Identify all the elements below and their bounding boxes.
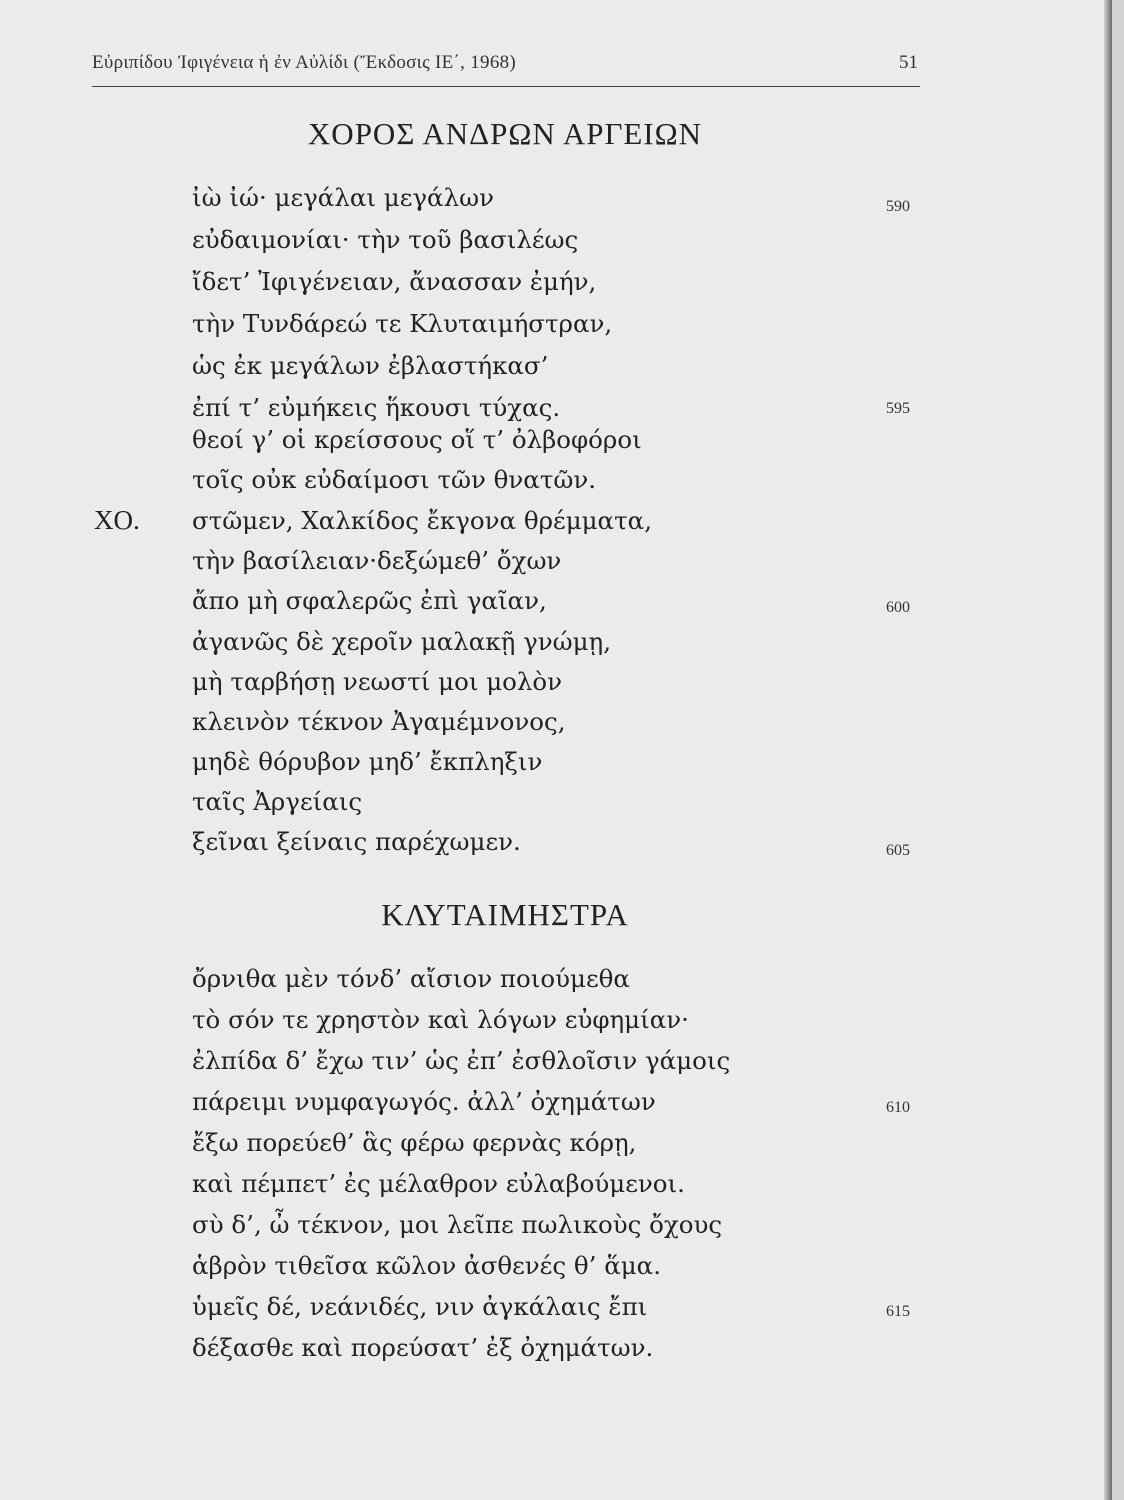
line-number: 600: [886, 599, 910, 616]
verse-line: εὐδαιμονίαι· τὴν τοῦ βασιλέως: [192, 225, 579, 254]
section-heading-chorus: ΧΟΡΟΣ ΑΝΔΡΩΝ ΑΡΓΕΙΩΝ: [307, 116, 703, 151]
line-number: 605: [886, 842, 910, 859]
line-number: 590: [886, 198, 910, 215]
verse-line: ἴδετ’ Ἰφιγένειαν, ἄνασσαν ἐμήν,: [192, 267, 597, 296]
verse-line: ταῖς Ἀργείαις: [192, 787, 363, 816]
verse-line: μὴ ταρβήσῃ νεωστί μοι μολὸν: [192, 667, 563, 696]
verse-line: τὴν βασίλειαν·δεξώμεθ’ ὄχων: [192, 546, 562, 575]
verse-line: ἔξω πορεύεθ’ ἃς φέρω φερνὰς κόρῃ,: [192, 1128, 637, 1157]
verse-line: τὸ σόν τε χρηστὸν καὶ λόγων εὐφημίαν·: [192, 1005, 689, 1034]
verse-line: καὶ πέμπετ’ ἐς μέλαθρον εὐλαβούμενοι.: [192, 1169, 685, 1198]
line-number: 610: [886, 1099, 910, 1116]
verse-line: τὴν Τυνδάρεώ τε Κλυταιμήστραν,: [192, 309, 613, 338]
verse-line: ἐλπίδα δ’ ἔχω τιν’ ὡς ἐπ’ ἐσθλοῖσιν γάμοις: [192, 1046, 731, 1075]
verse-line: ἁβρὸν τιθεῖσα κῶλον ἀσθενές θ’ ἅμα.: [192, 1251, 661, 1280]
verse-line: ἰὼ ἰώ· μεγάλαι μεγάλων: [192, 183, 495, 212]
section-heading-clytemnestra: ΚΛΥΤΑΙΜΗΣΤΡΑ: [381, 897, 629, 932]
verse-line: τοῖς οὐκ εὐδαίμοσι τῶν θνατῶν.: [192, 465, 597, 494]
running-header: [92, 50, 920, 87]
line-number: 595: [886, 400, 910, 417]
verse-line: δέξασθε καὶ πορεύσατ’ ἐξ ὀχημάτων.: [192, 1333, 654, 1362]
verse-line: πάρειμι νυμφαγωγός. ἀλλ’ ὀχημάτων: [192, 1087, 656, 1116]
verse-line: ὡς ἐκ μεγάλων ἐβλαστήκασ’: [192, 351, 549, 380]
verse-line: ὄρνιθα μὲν τόνδ’ αἴσιον ποιούμεθα: [192, 964, 630, 993]
verse-line: στῶμεν, Χαλκίδος ἔκγονα θρέμματα,: [192, 506, 652, 535]
verse-line: μηδὲ θόρυβον μηδ’ ἔκπληξιν: [192, 747, 543, 776]
verse-line: ὑμεῖς δέ, νεάνιδές, νιν ἀγκάλαις ἔπι: [192, 1292, 648, 1321]
verse-line: ἄπο μὴ σφαλερῶς ἐπὶ γαῖαν,: [192, 586, 547, 615]
verse-line: σὺ δ’, ὦ τέκνον, μοι λεῖπε πωλικοὺς ὄχους: [192, 1210, 723, 1239]
page-number: 51: [899, 52, 918, 73]
verse-line: ἀγανῶς δὲ χεροῖν μαλακῇ γνώμῃ,: [192, 627, 612, 656]
line-number: 615: [886, 1303, 910, 1320]
verse-line: θεοί γ’ οἱ κρείσσους οἵ τ’ ὀλβοφόροι: [192, 425, 642, 454]
speaker-label: ΧΟ.: [94, 505, 140, 535]
verse-line: ἐπί τ’ εὐμήκεις ἥκουσι τύχας.: [192, 393, 561, 422]
running-title: Εὐριπίδου Ἰφιγένεια ἡ ἐν Αὐλίδι (Ἔκδοσις ΙΕ΄, 1968): [92, 52, 517, 73]
verse-line: ξεῖναι ξείναις παρέχωμεν.: [192, 827, 521, 856]
verse-line: κλεινὸν τέκνον Ἀγαμέμνονος,: [192, 707, 566, 736]
